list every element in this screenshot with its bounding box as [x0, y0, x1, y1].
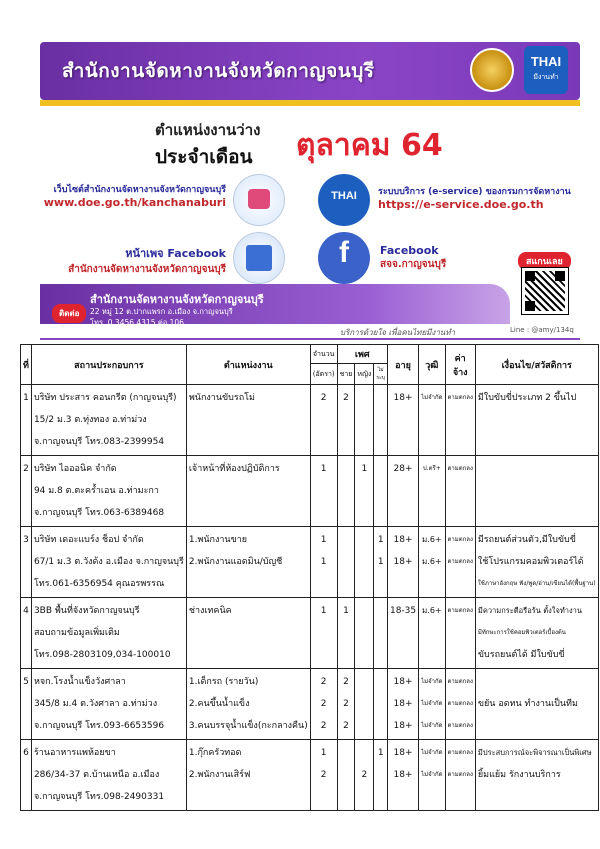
cell-wage-line: ตามตกลง — [447, 607, 473, 614]
header-stripe — [40, 100, 580, 106]
cell-no-line: 6 — [23, 748, 29, 758]
cell-company-line: โทร.098-2803109,034-100010 — [33, 650, 171, 660]
cell-no-line: 5 — [23, 677, 29, 687]
cell-female-line — [357, 671, 371, 693]
cell-age — [387, 598, 418, 669]
cell-position-line: 1.กุ๊กครัวทอด — [188, 748, 242, 758]
cell-male — [337, 669, 355, 740]
cell-company-line: บริษัท ประสาร คอนกรีต (กาญจนบุรี) — [33, 393, 177, 403]
eservice-icon-text: THAI — [331, 190, 357, 202]
cell-wage-line: ตามตกลง — [447, 536, 473, 543]
cell-age — [387, 456, 418, 527]
cell-wage-line: ตามตกลง — [447, 678, 473, 685]
cell-edu — [419, 456, 445, 527]
cell-wage — [445, 527, 475, 598]
cell-any-line: 1 — [377, 748, 384, 758]
www-icon — [233, 174, 285, 226]
header-amount-sub: (อัตรา) — [310, 364, 337, 385]
cell-edu-line: ม.6+ — [422, 557, 442, 566]
eservice-label: ระบบบริการ (e-service) ของกรมการจัดหางาน — [378, 187, 571, 197]
table-row — [21, 456, 599, 527]
cell-benefits — [475, 598, 598, 669]
cell-amount-line: 1 — [320, 748, 327, 758]
cell-company-line: 286/34-37 ต.บ้านเหนือ อ.เมือง — [33, 770, 160, 780]
header-male: ชาย — [337, 364, 355, 385]
announcement-line2: ประจำเดือน — [155, 146, 253, 168]
cell-female — [355, 527, 374, 598]
contact-badge: ติดต่อ — [52, 304, 86, 323]
facebook-icon — [318, 232, 370, 284]
website-label: เว็บไซต์สำนักงานจัดหางานจังหวัดกาญจนบุรี — [53, 185, 226, 195]
fbpage-label: หน้าเพจ Facebook — [125, 247, 226, 260]
cell-company — [31, 527, 186, 598]
cell-benefits-line: ขับรถยนต์ได้ มีใบขับขี่ — [477, 650, 565, 660]
cell-any-line: 1 — [377, 535, 384, 545]
cell-any-line — [376, 387, 385, 409]
slogan: บริการด้วยใจ เพื่อคนไทยมีงานทำ — [340, 328, 456, 337]
cell-male-line: 2 — [343, 677, 349, 687]
header-edu: วุฒิ — [419, 345, 445, 385]
cell-age-line: 18+ — [393, 770, 413, 780]
cell-wage-line: ตามตกลง — [447, 465, 473, 472]
cell-benefits-line: ใช้ภาษาอังกฤษ ฟัง/พูด/อ่าน/เขียนได้(พื้นฐาน) — [477, 580, 596, 587]
cell-wage — [445, 385, 475, 456]
cell-position-line: 2.พนักงานแอดมิน/บัญชี — [188, 557, 283, 567]
cell-edu — [419, 598, 445, 669]
cell-age-line: 18+ — [393, 393, 413, 403]
cell-age-line: 18+ — [393, 748, 413, 758]
cell-edu-line: ไม่จำกัด — [421, 700, 443, 707]
cell-male — [337, 385, 355, 456]
cell-benefits — [475, 456, 598, 527]
cell-wage-line: ตามตกลง — [447, 558, 473, 565]
cell-position — [186, 669, 310, 740]
cell-amount-line: 2 — [320, 699, 327, 709]
cell-age-line: 18+ — [393, 535, 413, 545]
header-position: ตำแหน่งงาน — [186, 345, 310, 385]
cell-male-line — [340, 458, 353, 480]
cell-male-line: 2 — [343, 699, 349, 709]
cell-position-line: พนักงานขับรถโม่ — [188, 393, 255, 403]
cell-company-line: ร้านอาหารแพห้อยขา — [33, 748, 116, 758]
cell-male-line: 1 — [343, 606, 349, 616]
table-row — [21, 598, 599, 669]
cell-edu-line: ไม่จำกัด — [421, 722, 443, 729]
table-row — [21, 527, 599, 598]
cell-amount-line: 1 — [320, 557, 327, 567]
cell-benefits-line: ยิ้มแย้ม รักงานบริการ — [477, 770, 561, 780]
cell-any — [374, 456, 388, 527]
cell-no — [21, 598, 32, 669]
line-id: Line : @amy/134q — [510, 326, 574, 334]
facebook-label: Facebook — [380, 244, 439, 257]
header-amount: จำนวน — [310, 345, 337, 364]
cell-position — [186, 527, 310, 598]
cell-position — [186, 598, 310, 669]
cell-company-line: สอบถามข้อมูลเพิ่มเติม — [33, 628, 120, 638]
cell-any-line — [376, 458, 385, 480]
contact-address: 22 หมู่ 12 ต.ปากแพรก อ.เมือง จ.กาญจนบุรี — [90, 307, 233, 316]
cell-age — [387, 740, 418, 811]
cell-wage — [445, 456, 475, 527]
header-benefits: เงื่อนไข/สวัสดิการ — [475, 345, 598, 385]
cell-female-line — [357, 600, 371, 622]
cell-any-line — [376, 715, 385, 737]
cell-any — [374, 385, 388, 456]
cell-amount — [310, 669, 337, 740]
cell-edu — [419, 740, 445, 811]
cell-position — [186, 740, 310, 811]
header-no: ที่ — [21, 345, 32, 385]
cell-wage-line: ตามตกลง — [447, 749, 473, 756]
cell-any — [374, 669, 388, 740]
cell-no-line: 1 — [23, 393, 29, 403]
cell-age-line: 18+ — [393, 677, 413, 687]
job-table — [20, 344, 599, 811]
thai-mee-ngan-tam-logo — [524, 46, 568, 94]
facebook-link-block[interactable] — [380, 244, 510, 272]
cell-benefits — [475, 527, 598, 598]
fbpage-name[interactable]: สำนักงานจัดหางานจังหวัดกาญจนบุรี — [68, 264, 226, 275]
cell-age-line: 18+ — [393, 699, 413, 709]
cell-edu-line: ไม่จำกัด — [421, 771, 443, 778]
cell-female-line — [357, 529, 371, 551]
cell-edu-line: ไม่จำกัด — [421, 678, 443, 685]
cell-company-line: บริษัท เดอะแบร์ง ช็อป จำกัด — [33, 535, 144, 545]
scan-badge: สแกนเลย — [518, 252, 571, 270]
cell-company-line: 3BB พื้นที่จังหวัดกาญจนบุรี — [33, 606, 140, 616]
cell-benefits-line: ขยัน อดทน ทำงานเป็นทีม — [477, 699, 578, 709]
cell-no — [21, 385, 32, 456]
eservice-link-block[interactable] — [378, 184, 578, 211]
cell-amount-line: 1 — [320, 464, 327, 474]
website-link-block[interactable] — [40, 182, 226, 209]
cell-company — [31, 385, 186, 456]
table-row — [21, 740, 599, 811]
cell-edu-line: ไม่จำกัด — [421, 394, 443, 401]
cell-any-line — [376, 671, 385, 693]
cell-age-line: 18+ — [393, 557, 413, 567]
cell-company-line: จ.กาญจนบุรี โทร.093-6653596 — [33, 721, 165, 731]
cell-benefits-line — [478, 715, 596, 737]
cell-male-line: 2 — [343, 393, 349, 403]
cell-benefits — [475, 669, 598, 740]
cell-company — [31, 456, 186, 527]
cell-male — [337, 456, 355, 527]
cell-female-line — [357, 742, 371, 764]
cell-position — [186, 456, 310, 527]
cell-any — [374, 740, 388, 811]
cell-amount — [310, 456, 337, 527]
announcement-line1: ตำแหน่งงานว่าง — [155, 121, 261, 139]
cell-company-line: จ.กาญจนบุรี โทร.083-2399954 — [33, 437, 165, 447]
facebook-name[interactable]: สจจ.กาญจนบุรี — [380, 259, 447, 270]
cell-position-line: 2.พนักงานเสิร์ฟ — [188, 770, 251, 780]
eservice-icon — [318, 174, 370, 226]
government-seal-icon — [470, 48, 514, 92]
cell-amount-line: 2 — [320, 393, 327, 403]
cell-wage — [445, 598, 475, 669]
cell-position-line: 1.พนักงานขาย — [188, 535, 248, 545]
cell-benefits-line: มีรถยนต์ส่วนตัว,มีใบขับขี่ — [477, 535, 576, 545]
cell-benefits-line: มีทักษะการใช้คอมพิวเตอร์เบื้องต้น — [477, 629, 566, 636]
cell-amount — [310, 740, 337, 811]
website-url[interactable]: www.doe.go.th/kanchanaburi — [43, 196, 226, 209]
cell-age-line: 18+ — [393, 721, 413, 731]
cell-female — [355, 669, 374, 740]
cell-age-line: 18-35 — [389, 606, 417, 616]
eservice-url[interactable]: https://e-service.doe.go.th — [378, 198, 544, 211]
cell-amount-line: 2 — [320, 677, 327, 687]
cell-age — [387, 669, 418, 740]
cell-amount-line: 1 — [320, 606, 327, 616]
cell-no-line: 2 — [23, 464, 29, 474]
cell-age — [387, 385, 418, 456]
cell-female-line — [357, 387, 371, 409]
cell-benefits-line: มีประสบการณ์จะพิจารณาเป็นพิเศษ — [477, 748, 592, 757]
cell-female-line — [357, 551, 371, 573]
cell-female — [355, 385, 374, 456]
cell-any-line — [376, 600, 385, 622]
page-title: สำนักงานจัดหางานจังหวัดกาญจนบุรี — [62, 60, 375, 82]
cell-edu-line: ม.6+ — [422, 606, 442, 615]
table-row — [21, 669, 599, 740]
cell-wage-line: ตามตกลง — [447, 394, 473, 401]
cell-female — [355, 740, 374, 811]
announcement-month: ตุลาคม 64 — [296, 128, 443, 163]
cell-female-line: 2 — [361, 770, 368, 780]
cell-amount — [310, 385, 337, 456]
cell-benefits — [475, 385, 598, 456]
thai-logo-text: THAI — [530, 54, 562, 69]
divider — [40, 338, 580, 340]
cell-company — [31, 669, 186, 740]
cell-wage-line: ตามตกลง — [447, 722, 473, 729]
cell-edu-line: ไม่จำกัด — [421, 749, 443, 756]
cell-any-line: 1 — [377, 557, 384, 567]
cell-position-line: 3.คนบรรจุน้ำแข็ง(กะกลางคืน) — [188, 721, 308, 731]
table-row — [21, 385, 599, 456]
cell-any-line — [376, 693, 385, 715]
cell-company-line: โทร.061-6356954 คุณอรพรรณ — [33, 579, 165, 589]
header-female: หญิง — [355, 364, 374, 385]
cell-female-line: 1 — [361, 464, 368, 474]
cell-benefits-line: มีความกระตือรือร้น ตั้งใจทำงาน — [477, 606, 582, 615]
cell-amount-line: 2 — [320, 770, 327, 780]
cell-any — [374, 598, 388, 669]
cell-benefits — [475, 740, 598, 811]
cell-position-line: 1.เด็กรถ (รายวัน) — [188, 677, 259, 687]
cell-female-line — [357, 715, 371, 737]
contact-name: สำนักงานจัดหางานจังหวัดกาญจนบุรี — [90, 293, 264, 306]
cell-age-line: 28+ — [393, 464, 413, 474]
cell-female — [355, 456, 374, 527]
cell-wage-line: ตามตกลง — [447, 771, 473, 778]
cell-position-line: 2.คนขึ้นน้ำแข็ง — [188, 699, 250, 709]
cell-female — [355, 598, 374, 669]
facebook-page-icon — [233, 232, 285, 284]
cell-male-line — [340, 764, 353, 786]
header-sex: เพศ — [337, 345, 387, 364]
cell-no-line: 3 — [23, 535, 29, 545]
cell-company — [31, 740, 186, 811]
cell-benefits-line — [478, 671, 596, 693]
cell-no — [21, 527, 32, 598]
cell-male-line — [340, 742, 353, 764]
cell-company-line: จ.กาญจนบุรี โทร.098-2490331 — [33, 792, 165, 802]
cell-no — [21, 669, 32, 740]
cell-age — [387, 527, 418, 598]
cell-wage-line: ตามตกลง — [447, 700, 473, 707]
thai-logo-sub: มีงานทำ — [533, 74, 559, 81]
cell-edu — [419, 385, 445, 456]
cell-wage — [445, 669, 475, 740]
cell-no — [21, 456, 32, 527]
header-any: ไม่ระบุ — [374, 364, 388, 385]
cell-any-line — [376, 764, 385, 786]
qr-code[interactable] — [525, 271, 565, 311]
cell-company-line: 94 ม.8 ต.ตะคร้ำเอน อ.ท่ามะกา — [33, 486, 159, 496]
header-age: อายุ — [387, 345, 418, 385]
cell-company-line: บริษัท ไอออนิค จำกัด — [33, 464, 117, 474]
cell-male — [337, 740, 355, 811]
cell-amount-line: 2 — [320, 721, 327, 731]
cell-position — [186, 385, 310, 456]
cell-female-line — [357, 693, 371, 715]
cell-company-line: 15/2 ม.3 ต.ทุ่งทอง อ.ท่าม่วง — [33, 415, 147, 425]
cell-male-line — [340, 529, 353, 551]
cell-position-line: เจ้าหน้าที่ห้องปฏิบัติการ — [188, 464, 280, 474]
cell-male-line — [340, 551, 353, 573]
cell-no — [21, 740, 32, 811]
facebook-icon-text: f — [339, 236, 349, 269]
cell-company-line: 67/1 ม.3 ต.วังด้ง อ.เมือง จ.กาญจนบุรี — [33, 557, 184, 567]
header-company: สถานประกอบการ — [31, 345, 186, 385]
cell-position-line: ช่างเทคนิค — [188, 606, 232, 616]
cell-company-line: 345/8 ม.4 ต.วังศาลา อ.ท่าม่วง — [33, 699, 158, 709]
cell-male — [337, 598, 355, 669]
header-wage: ค่าจ้าง — [445, 345, 475, 385]
cell-company — [31, 598, 186, 669]
cell-male — [337, 527, 355, 598]
contact-tel: โทร. 0 3456 4315 ต่อ 106 — [90, 318, 184, 327]
cell-company-line: หจก.โรงน้ำแข็งวังศาลา — [33, 677, 126, 687]
cell-benefits-line — [478, 458, 596, 480]
cell-amount — [310, 527, 337, 598]
facebook-page-block[interactable] — [40, 244, 226, 277]
cell-edu — [419, 669, 445, 740]
cell-edu-line: ม.6+ — [422, 535, 442, 544]
cell-edu — [419, 527, 445, 598]
cell-benefits-line: มีใบขับขี่ประเภท 2 ขึ้นไป — [477, 393, 577, 403]
cell-male-line: 2 — [343, 721, 349, 731]
cell-edu-line: ป.ตรี+ — [422, 465, 441, 472]
cell-amount-line: 1 — [320, 535, 327, 545]
cell-any — [374, 527, 388, 598]
cell-company-line: จ.กาญจนบุรี โทร.063-6389468 — [33, 508, 165, 518]
cell-benefits-line: ใช้โปรแกรมคอมพิวเตอร์ได้ — [477, 557, 584, 567]
cell-amount — [310, 598, 337, 669]
cell-no-line: 4 — [23, 606, 29, 616]
cell-wage — [445, 740, 475, 811]
